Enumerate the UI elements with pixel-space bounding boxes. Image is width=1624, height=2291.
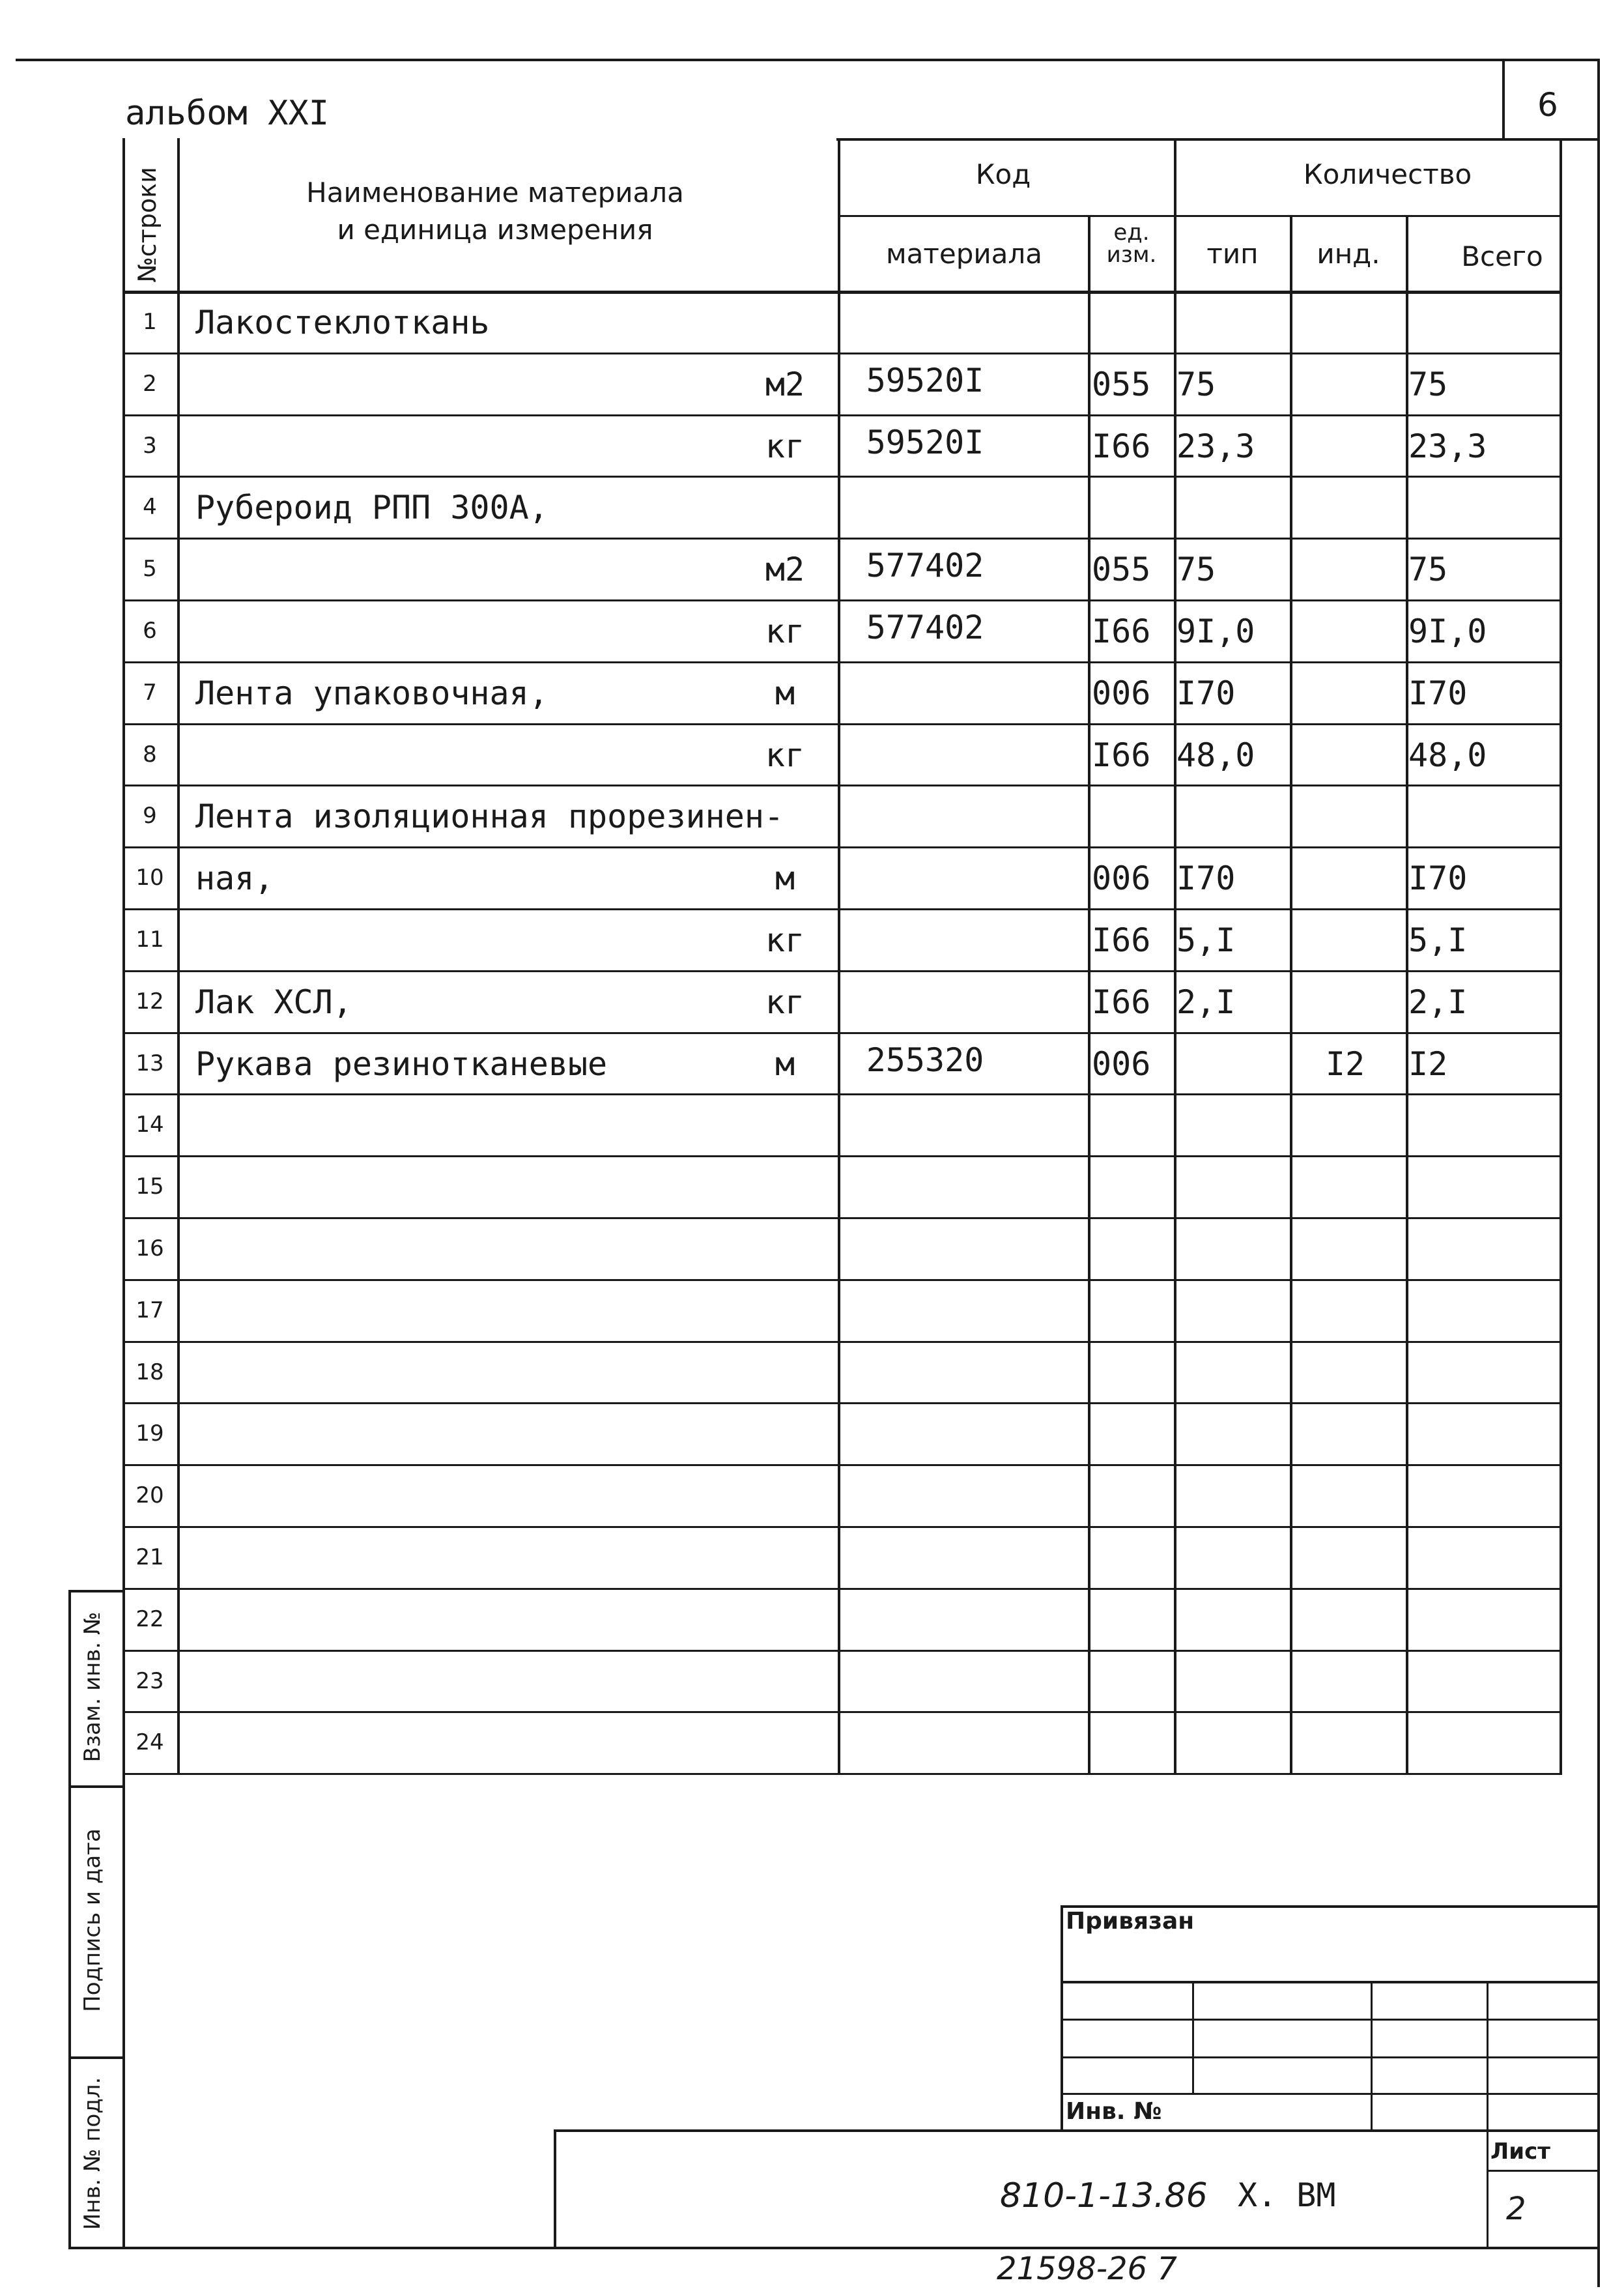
row-number: 12: [135, 988, 164, 1015]
stamp-line-d: [1061, 2093, 1599, 2095]
row-number: 6: [143, 618, 157, 644]
row-number: 3: [143, 432, 157, 459]
unit-code: I66: [1092, 427, 1151, 465]
unit-label: м2: [765, 365, 805, 403]
row-line: [122, 1711, 1562, 1713]
material-name: Лак ХСЛ,: [195, 983, 352, 1021]
stamp-line-b: [1061, 2019, 1599, 2021]
header-split-line: [838, 215, 1562, 217]
row-number: 20: [135, 1482, 164, 1509]
material-code: 59520I: [866, 423, 984, 461]
sidebar-inv-podl: Инв. № подл.: [79, 2077, 106, 2230]
qty-total: 2,I: [1408, 983, 1468, 1021]
row-number: 10: [135, 865, 164, 891]
unit-code: 006: [1092, 674, 1151, 712]
material-name: Лента упаковочная,: [195, 674, 548, 712]
row-number: 23: [135, 1667, 164, 1694]
unit-label: кг: [765, 612, 805, 650]
material-code: 255320: [866, 1041, 984, 1079]
unit-label: кг: [765, 736, 805, 774]
header-material: материала: [885, 238, 1042, 270]
row-line: [122, 785, 1562, 786]
qty-type: 9I,0: [1176, 612, 1255, 650]
stamp-inv-no: Инв. №: [1066, 2098, 1162, 2125]
qty-total: 5,I: [1408, 921, 1468, 959]
header-quantity: Количество: [1303, 158, 1472, 190]
row-number: 8: [143, 741, 157, 768]
header-material-name: Наименование материала и единица измерения: [306, 177, 684, 246]
row-line: [122, 723, 1562, 725]
qty-total: 75: [1408, 551, 1448, 589]
stamp-list-label: Лист: [1490, 2139, 1550, 2165]
qty-total: 75: [1408, 365, 1448, 403]
unit-code: I66: [1092, 921, 1151, 959]
stamp-privyazan: Привязан: [1066, 1908, 1195, 1935]
row-number: 11: [135, 927, 164, 953]
material-code: 577402: [866, 609, 984, 646]
stamp-list-line: [1487, 2170, 1599, 2172]
qty-ind: I2: [1325, 1045, 1365, 1083]
unit-label: м: [775, 859, 795, 898]
stamp-lower-top-line: [554, 2129, 1599, 2132]
qty-total: 48,0: [1408, 736, 1487, 774]
row-number: 5: [143, 556, 157, 583]
qty-type: 23,3: [1176, 427, 1255, 465]
row-number: 16: [135, 1235, 164, 1261]
header-ind: инд.: [1317, 238, 1380, 270]
qty-total: I70: [1408, 859, 1468, 898]
unit-label: м: [775, 674, 795, 712]
stamp-vline-3: [1487, 1981, 1489, 2248]
header-bottom-line: [122, 291, 1562, 294]
material-code: 577402: [866, 547, 984, 585]
qty-type: 48,0: [1176, 736, 1255, 774]
stamp-vline-2: [1371, 1981, 1373, 2131]
row-line: [122, 1650, 1562, 1652]
header-total: Всего: [1461, 240, 1543, 272]
material-name: Рубероид РПП 300А,: [195, 489, 548, 527]
stamp-lower-left-line: [554, 2129, 556, 2249]
row-number: 14: [135, 1112, 164, 1138]
stamp-doc-code: 810-1-13.86: [1000, 2176, 1208, 2215]
unit-code: 006: [1092, 1045, 1151, 1083]
material-name: Лента изоляционная прорезинен-: [195, 798, 784, 836]
sidebar-podpis-data: Подпись и дата: [79, 1828, 106, 2012]
stamp-list-value: 2: [1506, 2191, 1526, 2227]
stamp-line-a: [1061, 1981, 1599, 1983]
header-type: тип: [1206, 238, 1259, 270]
sidebar-divider-1: [68, 1785, 125, 1788]
unit-label: м: [775, 1045, 795, 1083]
row-number: 9: [143, 803, 157, 829]
row-number: 22: [135, 1606, 164, 1632]
row-number: 21: [135, 1544, 164, 1570]
row-line: [122, 1279, 1562, 1281]
row-number: 4: [143, 494, 157, 521]
qty-type: 2,I: [1176, 983, 1236, 1021]
page-number: 6: [1537, 86, 1558, 124]
row-line: [122, 476, 1562, 478]
row-line: [122, 1341, 1562, 1343]
row-line: [122, 846, 1562, 848]
stamp-vline-1: [1192, 1981, 1194, 2095]
unit-code: 006: [1092, 859, 1151, 898]
row-number: 18: [135, 1359, 164, 1385]
row-number: 19: [135, 1420, 164, 1447]
col-line-ind: [1290, 215, 1292, 1773]
unit-label: кг: [765, 983, 805, 1021]
unit-label: кг: [765, 427, 805, 465]
material-code: 59520I: [866, 361, 984, 399]
bottom-number: 21598-26 7: [997, 2251, 1177, 2287]
row-line: [122, 1402, 1562, 1404]
qty-total: I70: [1408, 674, 1468, 712]
row-number: 13: [135, 1050, 164, 1076]
row-number: 24: [135, 1729, 164, 1756]
stamp-line-c: [1061, 2056, 1599, 2058]
row-number: 1: [143, 309, 157, 335]
row-line: [122, 1773, 1562, 1775]
stamp-doc-code-typed: Х. ВМ: [1238, 2176, 1336, 2214]
row-line: [122, 1526, 1562, 1528]
row-line: [122, 1588, 1562, 1590]
unit-label: м2: [765, 551, 805, 589]
row-number: 15: [135, 1174, 164, 1200]
row-line: [122, 1464, 1562, 1466]
qty-type: 5,I: [1176, 921, 1236, 959]
sidebar-left-line: [68, 1590, 71, 2249]
material-name: ная,: [195, 859, 274, 898]
row-line: [122, 1217, 1562, 1219]
qty-total: 9I,0: [1408, 612, 1487, 650]
header-row-number: №строки: [133, 167, 162, 283]
qty-type: I70: [1176, 859, 1236, 898]
unit-code: I66: [1092, 736, 1151, 774]
qty-type: 75: [1176, 551, 1216, 589]
row-line: [122, 1155, 1562, 1157]
row-line: [122, 970, 1562, 972]
material-name: Лакостеклоткань: [195, 304, 490, 341]
header-unit-code: ед. изм.: [1106, 220, 1157, 268]
col-line-unitcode: [1088, 215, 1090, 1773]
row-line: [122, 599, 1562, 601]
unit-code: 055: [1092, 551, 1151, 589]
qty-type: 75: [1176, 365, 1216, 403]
row-line: [122, 1032, 1562, 1034]
row-line: [122, 353, 1562, 354]
row-number: 7: [143, 679, 157, 706]
qty-total: I2: [1408, 1045, 1448, 1083]
row-line: [122, 414, 1562, 416]
stamp-left-line: [1061, 1905, 1063, 2131]
row-line: [122, 538, 1562, 540]
sidebar-inner-line: [122, 1590, 125, 2249]
row-line: [122, 1093, 1562, 1095]
album-label: альбом XXI: [125, 94, 330, 133]
qty-type: I70: [1176, 674, 1236, 712]
header-code: Код: [975, 158, 1031, 190]
unit-code: I66: [1092, 612, 1151, 650]
unit-label: кг: [765, 921, 805, 959]
row-line: [122, 661, 1562, 663]
qty-total: 23,3: [1408, 427, 1487, 465]
unit-code: 055: [1092, 365, 1151, 403]
row-number: 2: [143, 370, 157, 397]
row-number: 17: [135, 1297, 164, 1323]
material-name: Рукава резинотканевые: [195, 1045, 608, 1083]
sidebar-vzam-inv: Взам. инв. №: [79, 1611, 106, 1763]
unit-code: I66: [1092, 983, 1151, 1021]
row-line: [122, 908, 1562, 910]
